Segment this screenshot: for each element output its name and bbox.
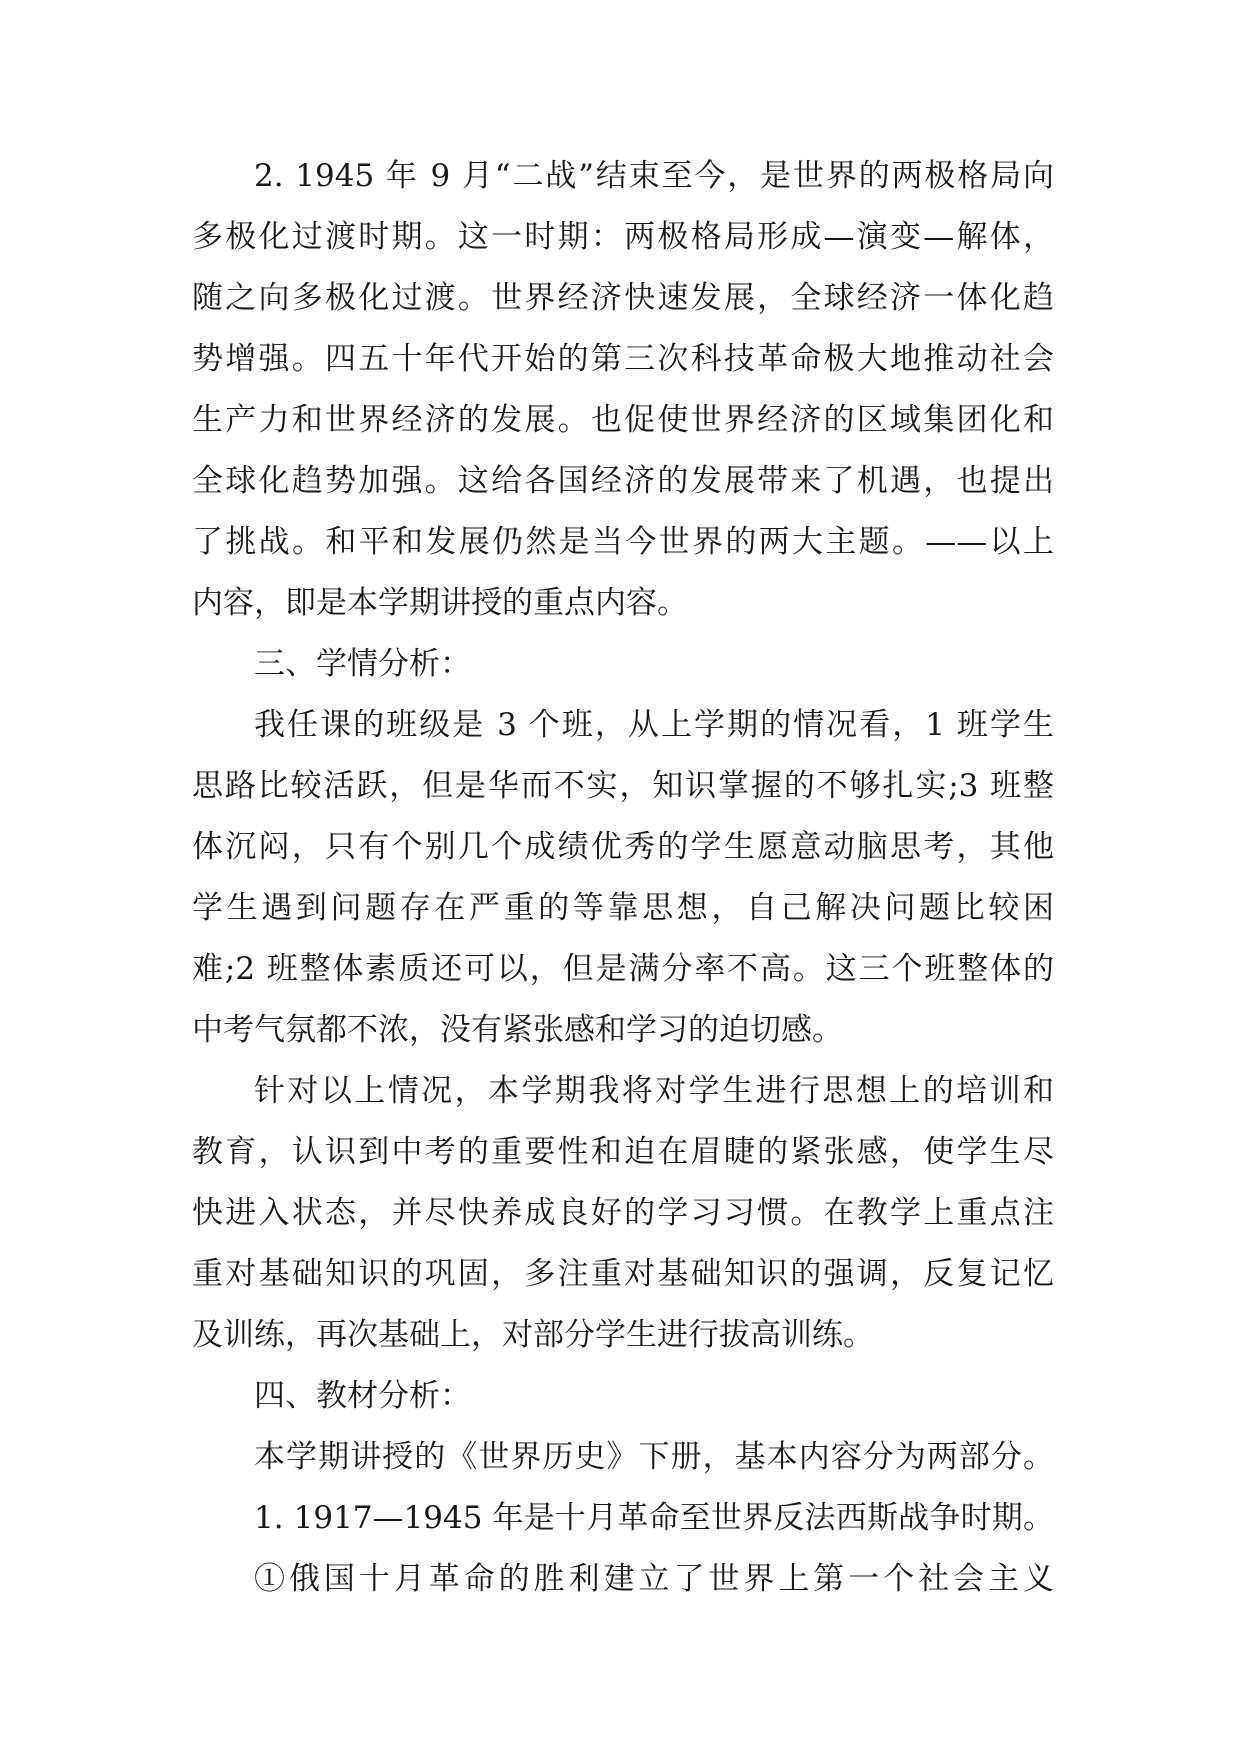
text-line: 本学期讲授的《世界历史》下册，基本内容分为两部分。 (254, 1439, 1054, 1475)
text-line: 内容，即是本学期讲授的重点内容。 (192, 585, 688, 621)
text-line: 针对以上情况，本学期我将对学生进行思想上的培训和 (254, 1073, 1054, 1109)
section-heading: 三、学情分析： (254, 646, 471, 682)
text-line: 及训练，再次基础上，对部分学生进行拔高训练。 (192, 1317, 874, 1353)
text-line: 思路比较活跃，但是华而不实，知识掌握的不够扎实;3 班整 (192, 768, 1054, 804)
text-line: 生产力和世界经济的发展。也促使世界经济的区域集团化和 (192, 402, 1054, 438)
text-line: 全球化趋势加强。这给各国经济的发展带来了机遇，也提出 (192, 463, 1054, 499)
text-line: 难;2 班整体素质还可以，但是满分率不高。这三个班整体的 (192, 951, 1054, 987)
text-line: 了挑战。和平和发展仍然是当今世界的两大主题。——以上 (192, 524, 1054, 560)
section-heading: 四、教材分析： (254, 1378, 471, 1414)
text-line: 教育，认识到中考的重要性和迫在眉睫的紧张感，使学生尽 (192, 1134, 1054, 1170)
text-line: ①俄国十月革命的胜利建立了世界上第一个社会主义 (254, 1561, 1054, 1597)
text-line: 1. 1917—1945 年是十月革命至世界反法西斯战争时期。 (254, 1500, 1054, 1536)
document-body (192, 158, 1054, 1622)
text-line: 随之向多极化过渡。世界经济快速发展，全球经济一体化趋 (192, 280, 1054, 316)
text-line: 学生遇到问题存在严重的等靠思想，自己解决问题比较困 (192, 890, 1054, 926)
text-line: 势增强。四五十年代开始的第三次科技革命极大地推动社会 (192, 341, 1054, 377)
text-line: 重对基础知识的巩固，多注重对基础知识的强调，反复记忆 (192, 1256, 1054, 1292)
text-line: 中考气氛都不浓，没有紧张感和学习的迫切感。 (192, 1012, 843, 1048)
text-line: 多极化过渡时期。这一时期：两极格局形成—演变—解体， (192, 219, 1054, 255)
text-line: 我任课的班级是 3 个班，从上学期的情况看，1 班学生 (254, 707, 1054, 743)
text-line: 2. 1945 年 9 月“二战”结束至今，是世界的两极格局向 (254, 158, 1054, 194)
text-line: 体沉闷，只有个别几个成绩优秀的学生愿意动脑思考，其他 (192, 829, 1054, 865)
text-line: 快进入状态，并尽快养成良好的学习习惯。在教学上重点注 (192, 1195, 1054, 1231)
